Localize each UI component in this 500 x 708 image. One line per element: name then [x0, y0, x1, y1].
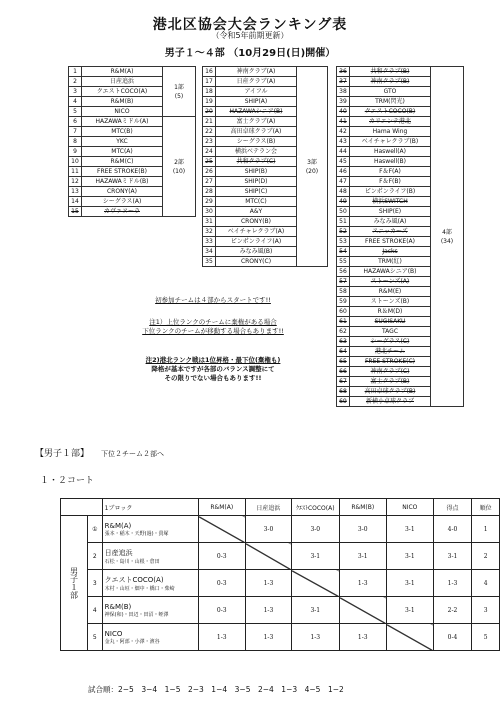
- league-header: 順位: [472, 499, 500, 516]
- team-name: 富士クラブ(A): [216, 117, 297, 127]
- rank-number: 49: [337, 197, 350, 207]
- division-label: 1部 (5): [163, 67, 196, 117]
- rank-number: 60: [337, 307, 350, 317]
- league-header: 1ブロック: [102, 499, 198, 516]
- rank-number: 54: [337, 247, 350, 257]
- rank: 4: [472, 570, 500, 597]
- league-corner: [61, 499, 103, 516]
- league-header: 得点: [433, 499, 472, 516]
- team-name: R&M(C): [82, 157, 163, 167]
- team-name: FREE STROKE(B): [82, 167, 163, 177]
- self-match-cell: [291, 570, 339, 597]
- rank-number: 28: [203, 187, 216, 197]
- rank: 1: [472, 516, 500, 543]
- league-header: 日産追浜: [245, 499, 291, 516]
- rank-number: 20: [203, 107, 216, 117]
- rank-number: 44: [337, 147, 350, 157]
- rank-number: 16: [203, 67, 216, 77]
- rank-number: 36: [337, 67, 350, 77]
- team-name: 神南クラブ(C): [350, 367, 431, 377]
- team-name: NICO: [104, 629, 123, 638]
- rank-number: 1: [69, 67, 82, 77]
- team-name: 高田卓球クラブ(B): [350, 387, 431, 397]
- team-name: ピンポンライフ(B): [350, 187, 431, 197]
- ranking-table-1-2: [68, 66, 196, 217]
- rank-number: 40: [337, 107, 350, 117]
- team-name: HAZAWAシニア(B): [216, 107, 297, 117]
- team-name: CRONY(B): [216, 217, 297, 227]
- division-label: 4部 (34): [431, 67, 464, 407]
- team-name: TRM(閃光): [350, 97, 431, 107]
- rank: 5: [472, 624, 500, 651]
- team-name: シーグラス(A): [82, 197, 163, 207]
- match-score: 3-0: [291, 516, 339, 543]
- rank-number: 2: [69, 77, 82, 87]
- team-name: シーグラス(B): [216, 137, 297, 147]
- division-label: 2部 (10): [163, 117, 196, 217]
- block-number: 4: [88, 597, 103, 624]
- block-number: 5: [88, 624, 103, 651]
- team-members: 石松・島川・山根・倉田: [104, 558, 160, 565]
- team-name: 日産追浜: [82, 77, 163, 87]
- rank-number: 51: [337, 217, 350, 227]
- block-number: ①: [88, 516, 103, 543]
- rank-number: 59: [337, 297, 350, 307]
- rank-number: 65: [337, 357, 350, 367]
- rank-number: 37: [337, 77, 350, 87]
- rank: 2: [472, 543, 500, 570]
- match-score: 3-0: [245, 516, 291, 543]
- self-match-cell: [245, 543, 291, 570]
- team-name: ストーンズ(A): [350, 277, 431, 287]
- match-score: 0-3: [198, 570, 245, 597]
- team-name: 神南クラブ(A): [216, 67, 297, 77]
- rank-number: 42: [337, 127, 350, 137]
- points: 1-3: [433, 570, 472, 597]
- ranking-row: [69, 67, 196, 77]
- rank-number: 26: [203, 167, 216, 177]
- self-match-cell: [339, 597, 386, 624]
- match-score: 0-3: [198, 597, 245, 624]
- note-1: 注1）上位ランクのチームに棄権がある場合 下位ランクのチームが移動する場合もあります!!: [142, 318, 284, 335]
- rank-number: 31: [203, 217, 216, 227]
- league-row: [61, 516, 500, 543]
- rank-number: 30: [203, 207, 216, 217]
- ranking-row: [203, 67, 328, 77]
- team-name: Haswell(B): [350, 157, 431, 167]
- team-name: SHIP(E): [350, 207, 431, 217]
- note-start: 初参加チームは４部からスタートです!!: [155, 296, 271, 304]
- points: 4-0: [433, 516, 472, 543]
- team-members: 木村・山垣・畑中・橋口・柴崎: [104, 585, 175, 592]
- match-score: 3-1: [386, 516, 433, 543]
- rank: 3: [472, 597, 500, 624]
- rank-number: 11: [69, 167, 82, 177]
- match-score: 3-1: [291, 597, 339, 624]
- rank-number: 27: [203, 177, 216, 187]
- team-name: SHIP(C): [216, 187, 297, 197]
- rank-number: 48: [337, 187, 350, 197]
- rank-number: 23: [203, 137, 216, 147]
- team-cell: [102, 543, 198, 570]
- team-name: CRONY(A): [82, 187, 163, 197]
- team-name: Jacks: [350, 247, 431, 257]
- team-name: MTC(C): [216, 197, 297, 207]
- rank-number: 41: [337, 117, 350, 127]
- page-title: 港北区協会大会ランキング表: [152, 17, 348, 33]
- league-row: [61, 624, 500, 651]
- ranking-row: [337, 67, 464, 77]
- team-name: R&M(E): [350, 287, 431, 297]
- rank-number: 69: [337, 397, 350, 407]
- team-name: 横浜ベテラン会: [216, 147, 297, 157]
- team-members: 張本・稲木・天野(過)・貴塚: [104, 530, 169, 537]
- team-name: 神南クラブ(B): [350, 77, 431, 87]
- team-name: 共和クラブ(B): [350, 67, 431, 77]
- rank-number: 7: [69, 127, 82, 137]
- rank-number: 67: [337, 377, 350, 387]
- team-name: R&M(A): [82, 67, 163, 77]
- match-order: 試合順：2−5 3−4 1−5 2−3 1−4 3−5 2−4 1−3 4−5 1−2: [88, 685, 344, 694]
- match-score: 1-3: [291, 624, 339, 651]
- team-name: MTC(A): [82, 147, 163, 157]
- team-name: FREE STROKE(C): [350, 357, 431, 367]
- points: 2-2: [433, 597, 472, 624]
- rank-number: 33: [203, 237, 216, 247]
- team-name: 日産クラブ(A): [216, 77, 297, 87]
- team-name: 富士クラブ(B): [350, 377, 431, 387]
- team-name: F＆F(A): [350, 167, 431, 177]
- ranking-table-3: [202, 66, 328, 267]
- ranking-table-4: [336, 66, 464, 407]
- section-title: 【男子１部】 下位２チーム２部へ: [35, 449, 165, 459]
- rank-number: 61: [337, 317, 350, 327]
- match-score: 3-0: [339, 516, 386, 543]
- division-label: 3部 (20): [297, 67, 328, 267]
- rank-number: 53: [337, 237, 350, 247]
- rank-number: 50: [337, 207, 350, 217]
- match-score: 3-1: [386, 543, 433, 570]
- team-name: SUGISAKU: [350, 317, 431, 327]
- team-name: クエストCOCO(A): [82, 87, 163, 97]
- league-header: R&M(A): [198, 499, 245, 516]
- league-side-label: 男子１部: [61, 516, 88, 651]
- league-row: [61, 570, 500, 597]
- team-name: 共和クラブ(C): [216, 157, 297, 167]
- rank-number: 24: [203, 147, 216, 157]
- team-name: クエストCOCO(A): [104, 575, 164, 584]
- team-name: HAZAWAミドル(B): [82, 177, 163, 187]
- rank-number: 10: [69, 157, 82, 167]
- team-name: Haswell(A): [350, 147, 431, 157]
- match-score: 3-1: [291, 543, 339, 570]
- points: 3-1: [433, 543, 472, 570]
- team-name: HAZAWAシニア(B): [350, 267, 431, 277]
- team-name: R&M(B): [82, 97, 163, 107]
- team-name: ストーンズ(B): [350, 297, 431, 307]
- team-name: 新横小卓球クラブ: [350, 397, 431, 407]
- rank-number: 34: [203, 247, 216, 257]
- rank-number: 4: [69, 97, 82, 107]
- rank-number: 58: [337, 287, 350, 297]
- match-score: 1-3: [339, 570, 386, 597]
- team-name: R&M(B): [104, 602, 132, 611]
- rank-number: 56: [337, 267, 350, 277]
- rank-number: 55: [337, 257, 350, 267]
- league-header: NICO: [386, 499, 433, 516]
- league-table: [60, 498, 500, 651]
- rank-number: 52: [337, 227, 350, 237]
- rank-number: 57: [337, 277, 350, 287]
- team-name: みなみ風(B): [216, 247, 297, 257]
- rank-number: 25: [203, 157, 216, 167]
- match-score: 1-3: [339, 624, 386, 651]
- rank-number: 3: [69, 87, 82, 97]
- rank-number: 39: [337, 97, 350, 107]
- rank-number: 17: [203, 77, 216, 87]
- rank-number: 66: [337, 367, 350, 377]
- team-name: R＆M(D): [350, 307, 431, 317]
- team-name: SHIP(B): [216, 167, 297, 177]
- team-name: Hama Wing: [350, 127, 431, 137]
- team-name: アイフル: [216, 87, 297, 97]
- team-name: A&Y: [216, 207, 297, 217]
- team-members: 神保(和)・田辺・田沼・蛭澤: [104, 611, 169, 618]
- division-heading: 男子１～４部 （10月29日(日)開催）: [164, 48, 336, 59]
- team-members: 金丸・阿部・小澤・濱谷: [104, 638, 160, 645]
- team-name: 高田卓球クラブ(A): [216, 127, 297, 137]
- block-number: 3: [88, 570, 103, 597]
- team-name: R&M(A): [104, 521, 132, 530]
- league-header: R&M(B): [339, 499, 386, 516]
- team-name: 港北チーム: [350, 347, 431, 357]
- ranking-row: [69, 117, 196, 127]
- note-2: 注2)港北ランク戦は1位昇格・最下位(棄権も) 降格が基本ですが各部のバランス調整にて その限りでない場合もあります!!: [145, 356, 281, 382]
- league-header: ｸｴｽﾄCOCO(A): [291, 499, 339, 516]
- team-name: カヴァヌーラ: [82, 207, 163, 217]
- rank-number: 62: [337, 327, 350, 337]
- match-score: 1-3: [198, 624, 245, 651]
- rank-number: 43: [337, 137, 350, 147]
- match-score: 1-3: [245, 570, 291, 597]
- rank-number: 38: [337, 87, 350, 97]
- team-name: ベイチャレクラブ(B): [350, 137, 431, 147]
- rank-number: 18: [203, 87, 216, 97]
- rank-number: 29: [203, 197, 216, 207]
- rank-number: 19: [203, 97, 216, 107]
- rank-number: 12: [69, 177, 82, 187]
- team-name: シーグラス(C): [350, 337, 431, 347]
- team-cell: [102, 516, 198, 543]
- rank-number: 15: [69, 207, 82, 217]
- self-match-cell: [386, 624, 433, 651]
- rank-number: 9: [69, 147, 82, 157]
- team-name: CRONY(C): [216, 257, 297, 267]
- league-row: [61, 543, 500, 570]
- team-name: スニッカーズ: [350, 227, 431, 237]
- rank-number: 46: [337, 167, 350, 177]
- team-name: F＆F(B): [350, 177, 431, 187]
- team-name: NICO: [82, 107, 163, 117]
- rank-number: 63: [337, 337, 350, 347]
- team-cell: [102, 597, 198, 624]
- rank-number: 22: [203, 127, 216, 137]
- match-score: 3-1: [386, 597, 433, 624]
- self-match-cell: [198, 516, 245, 543]
- match-score: 0-3: [198, 543, 245, 570]
- points: 0-4: [433, 624, 472, 651]
- league-row: [61, 597, 500, 624]
- team-name: SHIP(D): [216, 177, 297, 187]
- team-name: GTO: [350, 87, 431, 97]
- block-number: 2: [88, 543, 103, 570]
- page-subtitle: （令和5年前期更新）: [211, 31, 289, 40]
- rank-number: 47: [337, 177, 350, 187]
- team-name: FREE STROKE(A): [350, 237, 431, 247]
- team-cell: [102, 624, 198, 651]
- match-score: 1-3: [245, 597, 291, 624]
- team-cell: [102, 570, 198, 597]
- rank-number: 13: [69, 187, 82, 197]
- team-name: ピンポンライフ(A): [216, 237, 297, 247]
- league-header-row: [61, 499, 500, 516]
- rank-number: 14: [69, 197, 82, 207]
- team-name: 日産追浜: [104, 548, 133, 557]
- team-name: 横浜SWITCH: [350, 197, 431, 207]
- rank-number: 35: [203, 257, 216, 267]
- match-score: 3-1: [386, 570, 433, 597]
- team-name: HAZAWAミドル(A): [82, 117, 163, 127]
- court-label: １・２コート: [40, 476, 95, 486]
- team-name: MTC(B): [82, 127, 163, 137]
- team-name: TRM(紅): [350, 257, 431, 267]
- rank-number: 5: [69, 107, 82, 117]
- team-name: カリエンテ港北: [350, 117, 431, 127]
- match-score: 1-3: [245, 624, 291, 651]
- rank-number: 68: [337, 387, 350, 397]
- team-name: ベイチャレクラブ(A): [216, 227, 297, 237]
- team-name: TAGC: [350, 327, 431, 337]
- team-name: YKC: [82, 137, 163, 147]
- rank-number: 8: [69, 137, 82, 147]
- rank-number: 45: [337, 157, 350, 167]
- match-score: 3-1: [339, 543, 386, 570]
- rank-number: 6: [69, 117, 82, 127]
- team-name: クエストCOCO(B): [350, 107, 431, 117]
- rank-number: 64: [337, 347, 350, 357]
- rank-number: 21: [203, 117, 216, 127]
- rank-number: 32: [203, 227, 216, 237]
- team-name: SHIP(A): [216, 97, 297, 107]
- team-name: みなみ風(A): [350, 217, 431, 227]
